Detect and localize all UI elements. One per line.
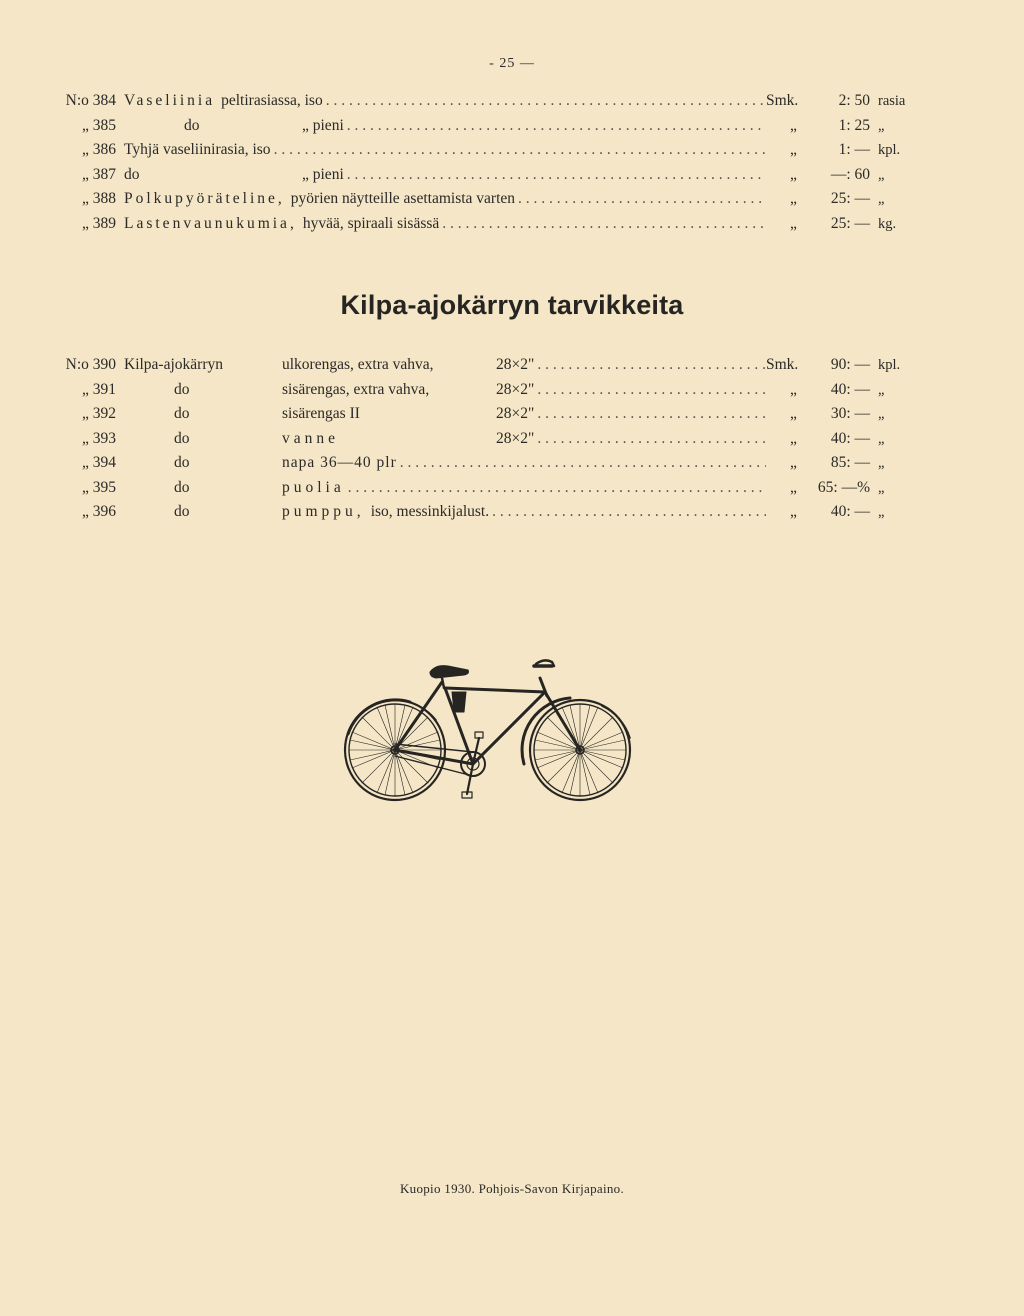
item-size: 28×2": [496, 429, 535, 447]
item-price: 85: —: [830, 454, 870, 471]
item-description-detail: iso, messinkijalust.: [370, 503, 490, 520]
saddle: [430, 666, 469, 688]
item-unit: kpl.: [878, 142, 901, 158]
item-description: sisärengas II: [282, 405, 360, 422]
list-item: [40, 503, 920, 528]
item-description: hyvää, spiraali sisässä: [302, 214, 440, 232]
item-unit: rasia: [878, 93, 906, 109]
list-item: [40, 215, 920, 240]
item-name: Lastenvaunukumia,: [124, 214, 297, 232]
item-number: „ 393: [81, 429, 116, 447]
item-price: 40: —: [830, 503, 870, 520]
item-price: —: 60: [830, 165, 870, 183]
item-currency: „: [790, 165, 797, 183]
leader-dots: [442, 215, 766, 233]
list-item: [40, 430, 920, 455]
list-item: [40, 92, 920, 117]
item-description: ulkorengas, extra vahva,: [282, 356, 434, 373]
printer-imprint: Kuopio 1930. Pohjois-Savon Kirjapaino.: [399, 1181, 625, 1196]
item-price: 1: —: [838, 141, 870, 158]
item-currency: „: [790, 141, 797, 158]
item-name: do: [174, 429, 190, 447]
item-name: do: [124, 165, 140, 183]
item-number: „ 385: [81, 116, 116, 134]
item-name: do: [174, 503, 190, 520]
item-number: „ 386: [81, 141, 116, 158]
item-unit: „: [878, 430, 885, 447]
item-unit: „: [878, 166, 885, 183]
leader-dots: [326, 92, 766, 110]
bicycle-illustration: [340, 654, 636, 804]
item-name: do: [184, 116, 200, 134]
item-unit: kg.: [878, 215, 897, 232]
item-name: do: [174, 405, 190, 422]
item-price: 90: —: [830, 356, 870, 373]
item-currency: „: [790, 190, 797, 207]
item-price: 30: —: [830, 405, 870, 422]
leader-dots: [400, 454, 766, 472]
item-price: 25: —: [830, 214, 870, 232]
item-unit: „: [878, 504, 885, 520]
list-item: [40, 479, 920, 504]
item-price: 40: —: [830, 380, 870, 398]
item-currency: „: [790, 214, 797, 232]
list-item: [40, 117, 920, 142]
leader-dots: [537, 405, 766, 423]
item-currency: „: [790, 478, 797, 496]
item-description: vanne: [282, 429, 340, 447]
item-name: do: [174, 380, 190, 398]
list-item: [40, 454, 920, 479]
section-heading: Kilpa-ajokärryn tarvikkeita: [340, 290, 684, 320]
item-price: 1: 25: [838, 116, 870, 134]
item-name: Vaseliinia: [124, 92, 216, 109]
item-description: pumppu,: [282, 503, 365, 520]
item-description: sisärengas, extra vahva,: [282, 380, 430, 398]
item-price: 2: 50: [838, 92, 870, 109]
item-name: Polkupyöräteline,: [124, 190, 285, 207]
item-unit: „: [878, 117, 885, 134]
item-price: 40: —: [830, 429, 870, 447]
list-item: [40, 190, 920, 215]
item-name: do: [174, 454, 190, 471]
item-currency: „: [790, 503, 797, 520]
item-currency: „: [790, 380, 797, 398]
item-price: 65: —%: [817, 478, 870, 496]
leader-dots: [347, 117, 766, 135]
leader-dots: [537, 381, 766, 399]
item-description: peltirasiassa, iso: [221, 92, 323, 109]
item-number: „ 396: [81, 503, 116, 520]
leader-dots: [347, 166, 766, 184]
item-name: Tyhjä vaseliinirasia, iso: [124, 141, 271, 158]
item-description: napa 36—40 plr: [282, 454, 397, 471]
tool-bag: [452, 692, 466, 712]
item-unit: „: [878, 381, 885, 398]
item-currency: „: [790, 454, 797, 471]
price-list-racing-cart-parts: [40, 356, 920, 528]
item-name: do: [174, 478, 190, 496]
leader-dots: [518, 190, 766, 208]
item-number: „ 387: [81, 165, 116, 183]
item-name: Kilpa-ajokärryn: [124, 356, 223, 373]
item-number: „ 391: [81, 380, 116, 398]
item-description: „ pieni: [302, 116, 344, 134]
list-item: [40, 356, 920, 381]
item-unit: „: [878, 479, 885, 496]
item-currency: „: [790, 429, 797, 447]
price-list-vaseline: [40, 92, 920, 239]
leader-dots: [492, 503, 766, 521]
item-unit: „: [878, 406, 885, 422]
leader-dots: [537, 356, 766, 374]
item-number: N:o 384: [65, 92, 116, 109]
list-item: [40, 141, 920, 166]
handlebar: [534, 660, 554, 666]
list-item: [40, 381, 920, 406]
item-description: „ pieni: [302, 165, 344, 183]
item-description: pyörien näytteille asettamista varten: [290, 190, 516, 207]
item-price: 25: —: [830, 190, 870, 207]
item-unit: „: [878, 455, 885, 471]
item-currency: Smk.: [766, 356, 799, 373]
item-number: „ 388: [81, 190, 116, 207]
page-number: - 25 —: [489, 56, 535, 71]
item-number: N:o 390: [65, 356, 116, 373]
item-size: 28×2": [496, 380, 535, 398]
leader-dots: [537, 430, 766, 448]
leader-dots: [274, 141, 766, 159]
item-description: puolia: [282, 478, 345, 496]
item-unit: „: [878, 191, 885, 207]
bicycle-frame: [395, 678, 580, 764]
item-currency: „: [790, 116, 797, 134]
item-number: „ 389: [81, 214, 116, 232]
item-number: „ 395: [81, 478, 116, 496]
item-number: „ 392: [81, 405, 116, 422]
item-currency: „: [790, 405, 797, 422]
item-currency: Smk.: [766, 92, 799, 109]
item-size: 28×2": [496, 356, 535, 373]
item-unit: kpl.: [878, 357, 901, 373]
list-item: [40, 405, 920, 430]
item-size: 28×2": [496, 405, 535, 422]
list-item: [40, 166, 920, 191]
item-number: „ 394: [81, 454, 116, 471]
leader-dots: [348, 479, 766, 497]
